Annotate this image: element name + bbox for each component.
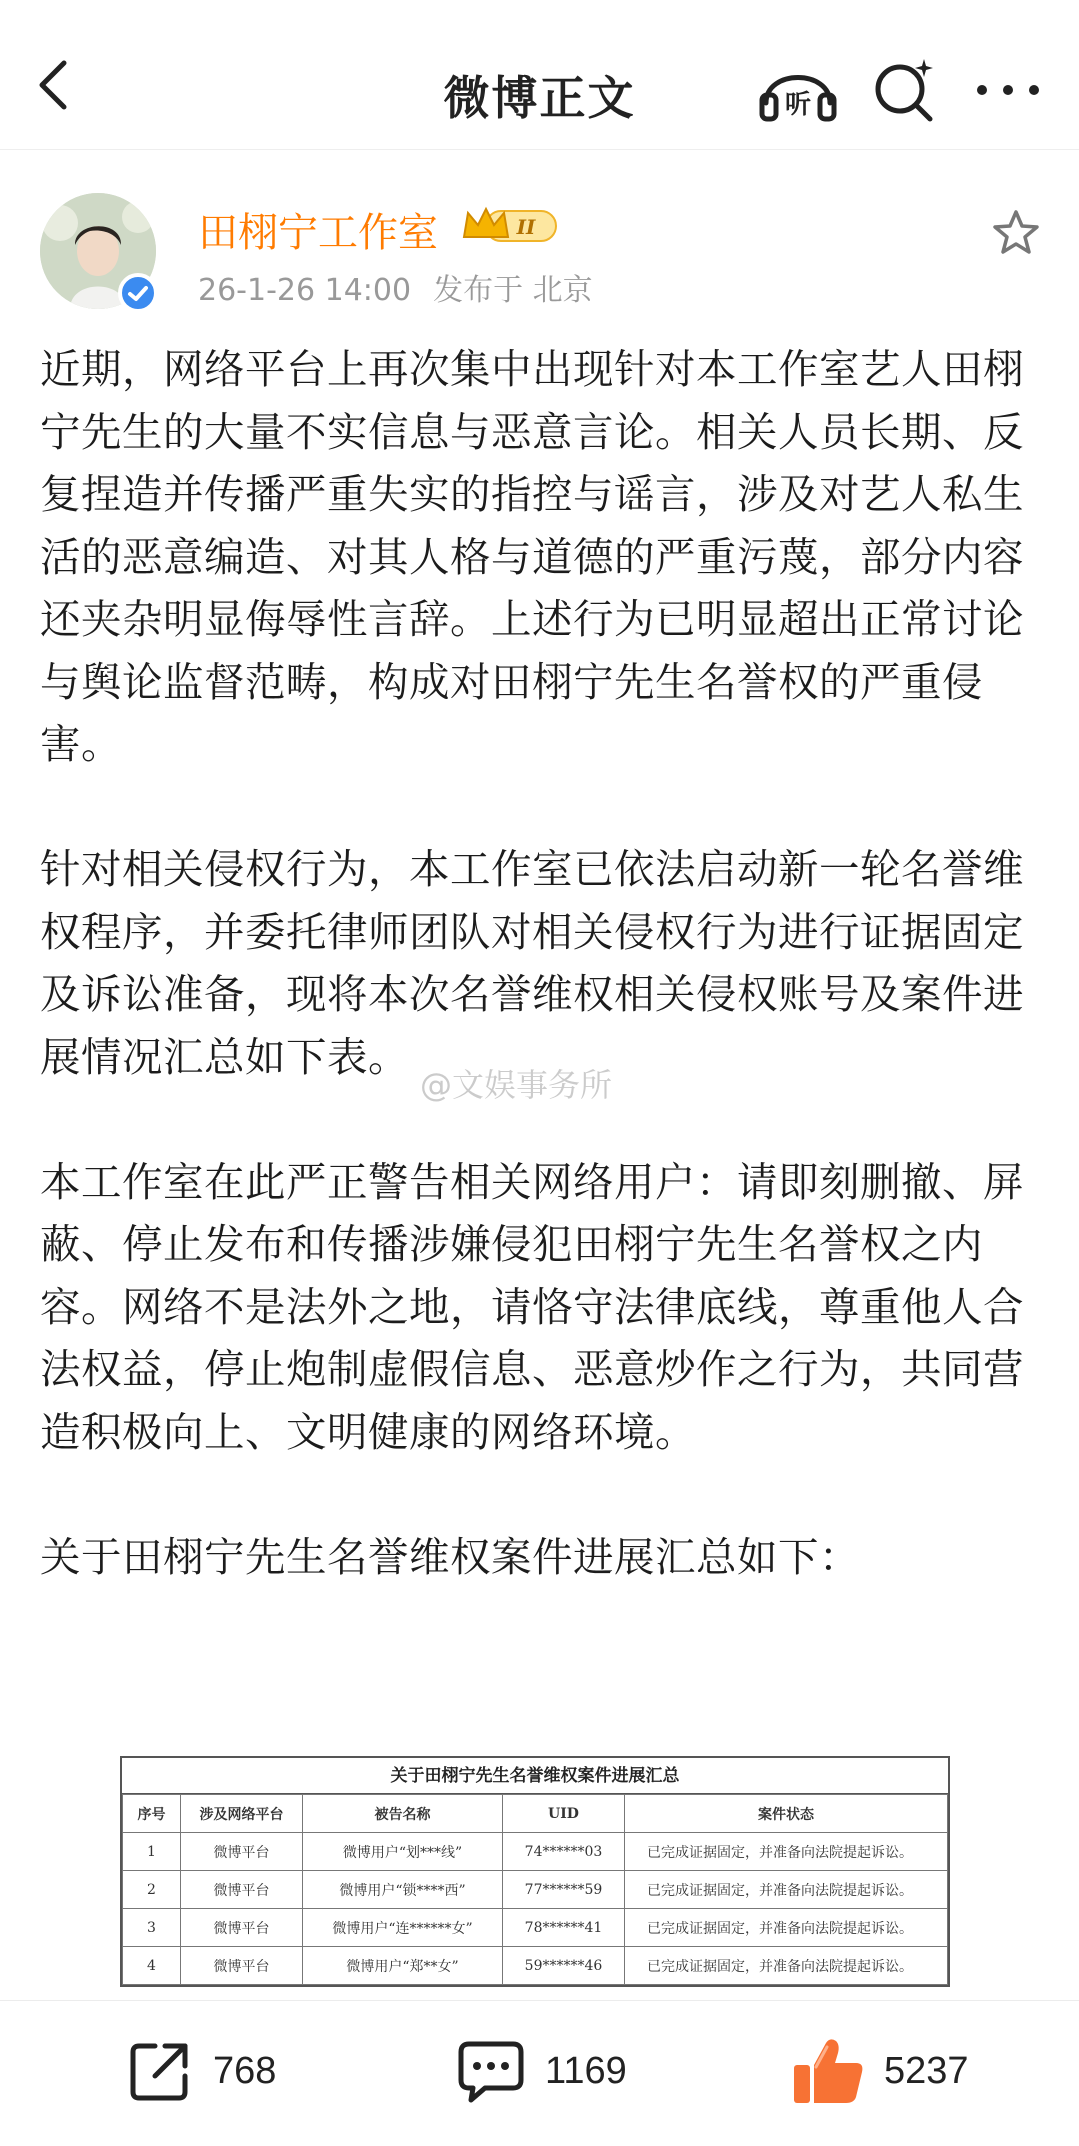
cell-index: 3	[123, 1909, 181, 1947]
cell-platform: 微博平台	[181, 1909, 303, 1947]
cell-defendant: 微博用户“连******女”	[303, 1909, 503, 1947]
listen-button[interactable]	[758, 55, 838, 125]
table-header-row	[123, 1795, 948, 1833]
like-count: 5237	[884, 2049, 969, 2092]
cell-platform: 微博平台	[181, 1871, 303, 1909]
table-title: 关于田栩宁先生名誉维权案件进展汇总	[122, 1758, 948, 1794]
post-paragraph: 本工作室在此严正警告相关网络用户：请即刻删撤、屏蔽、停止发布和传播涉嫌侵犯田栩宁先生名誉权之内容。网络不是法外之地，请恪守法律底线，尊重他人合法权益，停止炮制虚假信息、恶意炒作之行为，共同营造积极向上、文明健康的网络环境。	[40, 1157, 1024, 1456]
page-title: 微博正文	[443, 71, 636, 125]
listen-label: 听	[784, 90, 812, 120]
repost-count: 768	[213, 2049, 277, 2092]
cell-uid: 77******59	[503, 1871, 625, 1909]
vip-badge	[460, 203, 560, 247]
table-row	[123, 1871, 948, 1909]
crown-icon	[460, 203, 560, 247]
col-header: 案件状态	[625, 1795, 948, 1833]
col-header: 序号	[123, 1795, 181, 1833]
favorite-button[interactable]	[990, 207, 1042, 259]
post-paragraph: 关于田栩宁先生名誉维权案件进展汇总如下：	[40, 1532, 860, 1581]
comment-icon	[455, 2036, 527, 2106]
case-table	[122, 1794, 948, 1985]
cell-defendant: 微博用户“锁****西”	[303, 1871, 503, 1909]
cell-status: 已完成证据固定，并准备向法院提起诉讼。	[625, 1833, 948, 1871]
col-header: 被告名称	[303, 1795, 503, 1833]
post-location: 发布于 北京	[433, 273, 593, 308]
cell-index: 2	[123, 1871, 181, 1909]
thumbs-up-icon	[790, 2035, 866, 2107]
case-summary-table-image[interactable]	[120, 1756, 950, 1987]
cell-defendant: 微博用户“划***线”	[303, 1833, 503, 1871]
table-row	[123, 1909, 948, 1947]
cell-platform: 微博平台	[181, 1833, 303, 1871]
headphones-icon	[758, 55, 838, 125]
more-button[interactable]	[968, 62, 1048, 117]
author-header	[0, 185, 1079, 325]
cell-uid: 78******41	[503, 1909, 625, 1947]
col-header: 涉及网络平台	[181, 1795, 303, 1833]
repost-icon	[125, 2036, 195, 2106]
cell-index: 4	[123, 1947, 181, 1985]
cell-status: 已完成证据固定，并准备向法院提起诉讼。	[625, 1909, 948, 1947]
cell-uid: 59******46	[503, 1947, 625, 1985]
verified-badge	[118, 273, 158, 313]
post-paragraph: 近期，网络平台上再次集中出现针对本工作室艺人田栩宁先生的大量不实信息与恶意言论。相关人员长期、反复捏造并传播严重失实的指控与谣言，涉及对艺人私生活的恶意编造、对其人格与道德的严重污蔑，部分内容还夹杂明显侮辱性言辞。上述行为已明显超出正常讨论与舆论监督范畴，构成对田栩宁先生名誉权的严重侵害。	[40, 345, 1024, 768]
table-row	[123, 1833, 948, 1871]
comment-count: 1169	[545, 2049, 627, 2092]
star-icon	[990, 207, 1042, 259]
post-meta	[198, 265, 615, 309]
comment-button[interactable]	[455, 2031, 627, 2111]
search-icon	[868, 55, 940, 125]
post-paragraph: 针对相关侵权行为，本工作室已依法启动新一轮名誉维权程序，并委托律师团队对相关侵权行为进行证据固定及诉讼准备，现将本次名誉维权相关侵权账号及案件进展情况汇总如下表。	[40, 845, 1024, 1081]
cell-index: 1	[123, 1833, 181, 1871]
col-header: UID	[503, 1795, 625, 1833]
more-icon	[968, 62, 1048, 117]
watermark: @文娱事务所	[420, 1066, 613, 1104]
cell-status: 已完成证据固定，并准备向法院提起诉讼。	[625, 1947, 948, 1985]
like-button[interactable]	[790, 2031, 969, 2111]
post-content	[40, 338, 1040, 1651]
vip-level: II	[516, 215, 536, 239]
table-row	[123, 1947, 948, 1985]
bottom-action-bar	[0, 2000, 1079, 2146]
check-icon	[122, 277, 154, 309]
cell-uid: 74******03	[503, 1833, 625, 1871]
post-time: 26-1-26 14:00	[198, 273, 412, 308]
repost-button[interactable]	[125, 2031, 276, 2111]
cell-defendant: 微博用户“郑**女”	[303, 1947, 503, 1985]
cell-status: 已完成证据固定，并准备向法院提起诉讼。	[625, 1871, 948, 1909]
search-button[interactable]	[868, 55, 940, 125]
top-nav-bar	[0, 0, 1079, 150]
cell-platform: 微博平台	[181, 1947, 303, 1985]
author-name[interactable]: 田栩宁工作室	[198, 210, 438, 256]
